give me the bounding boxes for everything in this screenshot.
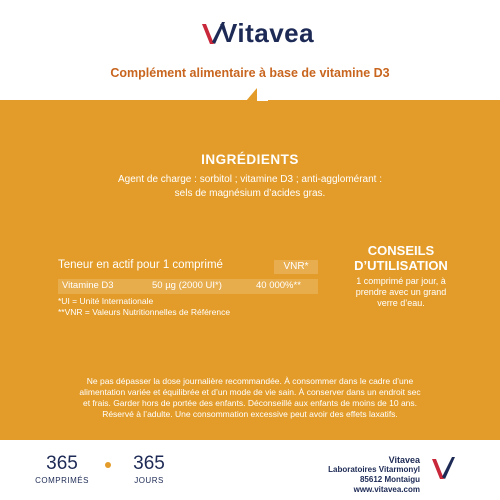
row-nutrient: Vitamine D3: [62, 280, 114, 291]
table-header: [58, 259, 318, 277]
day-count: [109, 454, 189, 485]
conseils-text: 1 comprimé par jour, à prendre avec un grand verre d’eau.: [355, 276, 447, 308]
warning-text: Ne pas dépasser la dose journalière recommandée. À consommer dans le cadre d’une alimentation variée et équilibrée et d’un mode de vie sain. À conserver dans un endroit sec et frais. Garder hors de portée des enfants. Déconseillé aux enfants de moins de 10 ans. Réservé à l’adulte. Une consommation excessive peut avoir des effets laxatifs.: [79, 376, 421, 419]
nutrition-table: [58, 259, 318, 294]
vitavea-logo: [200, 20, 320, 50]
logo-wordmark: Vitavea: [220, 18, 315, 48]
tablet-count-value: 365: [46, 453, 78, 474]
note-ui: *UI = Unité Internationale: [58, 296, 154, 306]
company-name: Vitavea: [388, 455, 420, 465]
tablet-count-unit: COMPRIMÉS: [35, 476, 89, 485]
header-area: [0, 0, 500, 100]
company-logo-icon: [430, 455, 456, 483]
company-website: www.vitavea.com: [353, 485, 420, 494]
company-info: [296, 455, 420, 495]
table-header-label: Teneur en actif pour 1 comprimé: [58, 259, 223, 271]
day-count-unit: JOURS: [134, 476, 164, 485]
company-city: 85612 Montaigu: [359, 475, 420, 484]
table-header-vnr: VNR*: [274, 260, 318, 274]
product-subtitle: Complément alimentaire à base de vitamine D3: [110, 66, 390, 80]
table-notes: [58, 296, 230, 318]
row-amount: 50 µg (2000 UI*): [152, 280, 222, 291]
ingredients-text: Agent de charge : sorbitol ; vitamine D3 ; anti-agglomérant : sels de magnésium d’acides gras.: [117, 174, 383, 199]
conseils-title: CONSEILS D’UTILISATION: [354, 243, 448, 273]
row-vnr: 40 000%**: [256, 280, 301, 291]
table-row: [58, 279, 318, 294]
ingredients-title: INGRÉDIENTS: [201, 152, 299, 167]
company-lab: Laboratoires Vitarmonyl: [328, 465, 420, 474]
note-vnr: **VNR = Valeurs Nutritionnelles de Référence: [58, 307, 231, 317]
tablet-count: [22, 454, 102, 485]
day-count-value: 365: [133, 453, 165, 474]
